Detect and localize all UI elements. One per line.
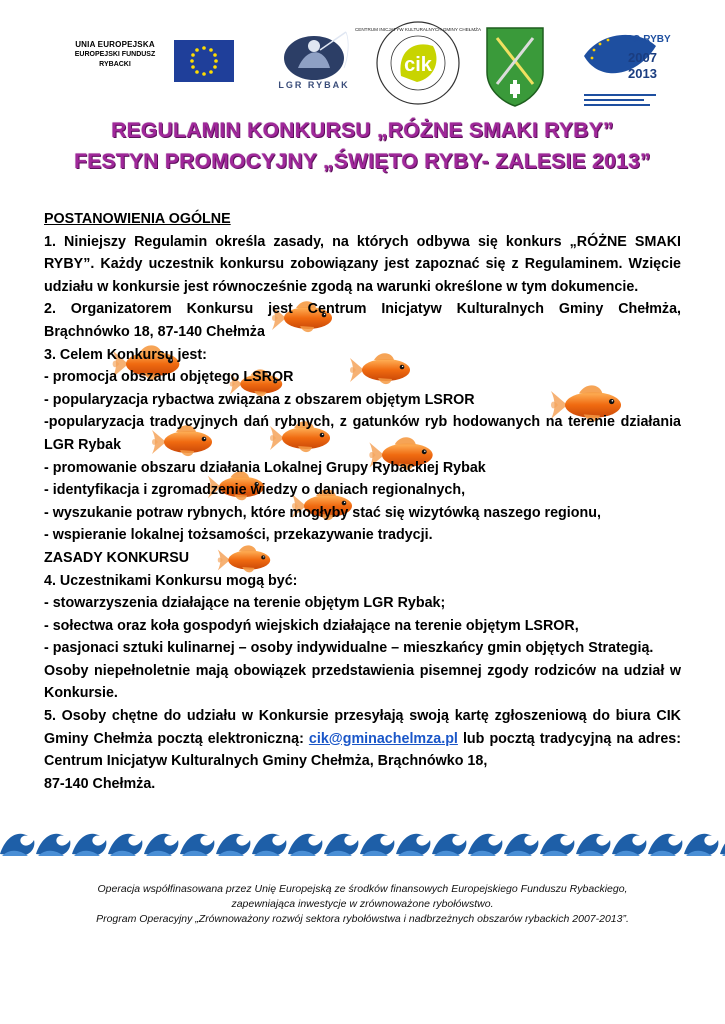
goal-item: - wyszukanie potraw rybnych, które mogłyby stać się wizytówką naszego regionu, bbox=[44, 504, 601, 521]
coat-of-arms-icon bbox=[483, 24, 547, 108]
po-ryby-label: PO RYBY bbox=[626, 34, 671, 45]
participant-item: - sołectwa oraz koła gospodyń wiejskich działające na terenie objętym LSROR, bbox=[44, 617, 579, 634]
goal-item: - identyfikacja i zgromadzenie wiedzy o daniach regionalnych, bbox=[44, 482, 466, 499]
fisherman-icon bbox=[268, 28, 360, 80]
lgr-rybak-logo bbox=[268, 28, 360, 108]
eu-line-3: RYBACKI bbox=[99, 61, 131, 68]
eu-flag-icon bbox=[174, 40, 234, 82]
cik-ring-text: CENTRUM INICJATYW KULTURALNYCH GMINY CHEŁMŻA bbox=[354, 27, 482, 32]
section-heading-general: POSTANOWIENIA OGÓLNE bbox=[44, 211, 231, 227]
wave-divider-icon bbox=[0, 826, 725, 860]
paragraph-1: 1. Niniejszy Regulamin określa zasady, na których odbywa się konkurs „RÓŻNE SMAKI RYBY”. Każdy uczestnik konkursu zobowiązany jest zapoznać się z Regulaminem. Wzięcie udziału w konkursie jest równocześnie zgodą na warunki określone w tym dokumencie. bbox=[44, 233, 681, 295]
paragraph-2: 2. Organizatorem Konkursu jest Centrum Inicjatyw Kulturalnych Gminy Chełmża, Brąchnówko 18, 87-140 Chełmża bbox=[44, 301, 681, 340]
goal-item: - promowanie obszaru działania Lokalnej Grupy Rybackiej Rybak bbox=[44, 459, 486, 476]
goal-item: - promocja obszaru objętego LSROR bbox=[44, 369, 294, 386]
cik-label: cik bbox=[404, 54, 432, 76]
po-ryby-logo bbox=[580, 26, 671, 108]
participant-item: - pasjonaci sztuki kulinarnej – osoby indywidualne – mieszkańcy gmin objętych Strategią. bbox=[44, 640, 654, 657]
paragraph-5-end: lub pocztą tradycyjną na adres: Centrum Inicjatyw Kulturalnych Gminy Chełmża, Brąchnówko 18, bbox=[44, 730, 681, 770]
po-ryby-year-2: 2013 bbox=[628, 66, 657, 81]
eu-logo-text bbox=[60, 30, 170, 90]
paragraph-5-start: 5. Osoby chętne do udziału w Konkursie przesyłają swoją kartę zgłoszeniową do biura CIK Gminy Chełmża pocztą elektroniczną: bbox=[44, 708, 681, 747]
goal-item: - popularyzacja rybactwa związana z obszarem objętym LSROR bbox=[44, 391, 475, 408]
footer-funding-note bbox=[0, 882, 725, 927]
title-line-1: REGULAMIN KONKURSU „RÓŻNE SMAKI RYBY” bbox=[111, 119, 614, 142]
goal-item: - wspieranie lokalnej tożsamości, przekazywanie tradycji. bbox=[44, 527, 433, 544]
footer-line: Operacja współfinasowana przez Unię Europejską ze środków finansowych Europejskiego Funduszu Rybackiego, bbox=[97, 883, 628, 895]
paragraph-5 bbox=[44, 705, 681, 773]
email-link[interactable]: cik@gminachelmza.pl bbox=[308, 730, 458, 747]
footer-line: zapewniająca inwestycje w zrównoważone rybołówstwo. bbox=[231, 898, 494, 910]
section-heading-rules: ZASADY KONKURSU bbox=[44, 549, 190, 566]
paragraph-3: 3. Celem Konkursu jest: bbox=[44, 346, 207, 363]
po-ryby-year-1: 2007 bbox=[628, 50, 657, 65]
footer-line: Program Operacyjny „Zrównoważony rozwój sektora rybołówstwa i nadbrzeżnych obszarów rybackich 2007-2013”. bbox=[96, 913, 629, 925]
logo-bar bbox=[0, 18, 725, 113]
paragraph-4: 4. Uczestnikami Konkursu mogą być: bbox=[44, 572, 298, 589]
lgr-rybak-text: LGR RYBAK bbox=[278, 80, 350, 90]
paragraph-5-address-end: 87-140 Chełmża. bbox=[44, 775, 156, 792]
participant-item: - stowarzyszenia działające na terenie objętym LGR Rybak; bbox=[44, 595, 446, 612]
eu-line-1: UNIA EUROPEJSKA bbox=[75, 40, 155, 49]
eu-line-2: EUROPEJSKI FUNDUSZ bbox=[74, 51, 156, 58]
goal-item: -popularyzacja tradycyjnych dań rybnych, z gatunków ryb hodowanych na terenie działania LGR Rybak bbox=[44, 414, 681, 453]
minors-note: Osoby niepełnoletnie mają obowiązek przedstawienia pisemnej zgody rodziców na udział w Konkursie. bbox=[44, 662, 681, 702]
cik-logo bbox=[354, 20, 482, 106]
title-line-2: FESTYN PROMOCYJNY „ŚWIĘTO RYBY- ZALESIE 2013” bbox=[74, 150, 651, 173]
regulations-body bbox=[44, 208, 681, 795]
eu-logo bbox=[60, 30, 236, 90]
